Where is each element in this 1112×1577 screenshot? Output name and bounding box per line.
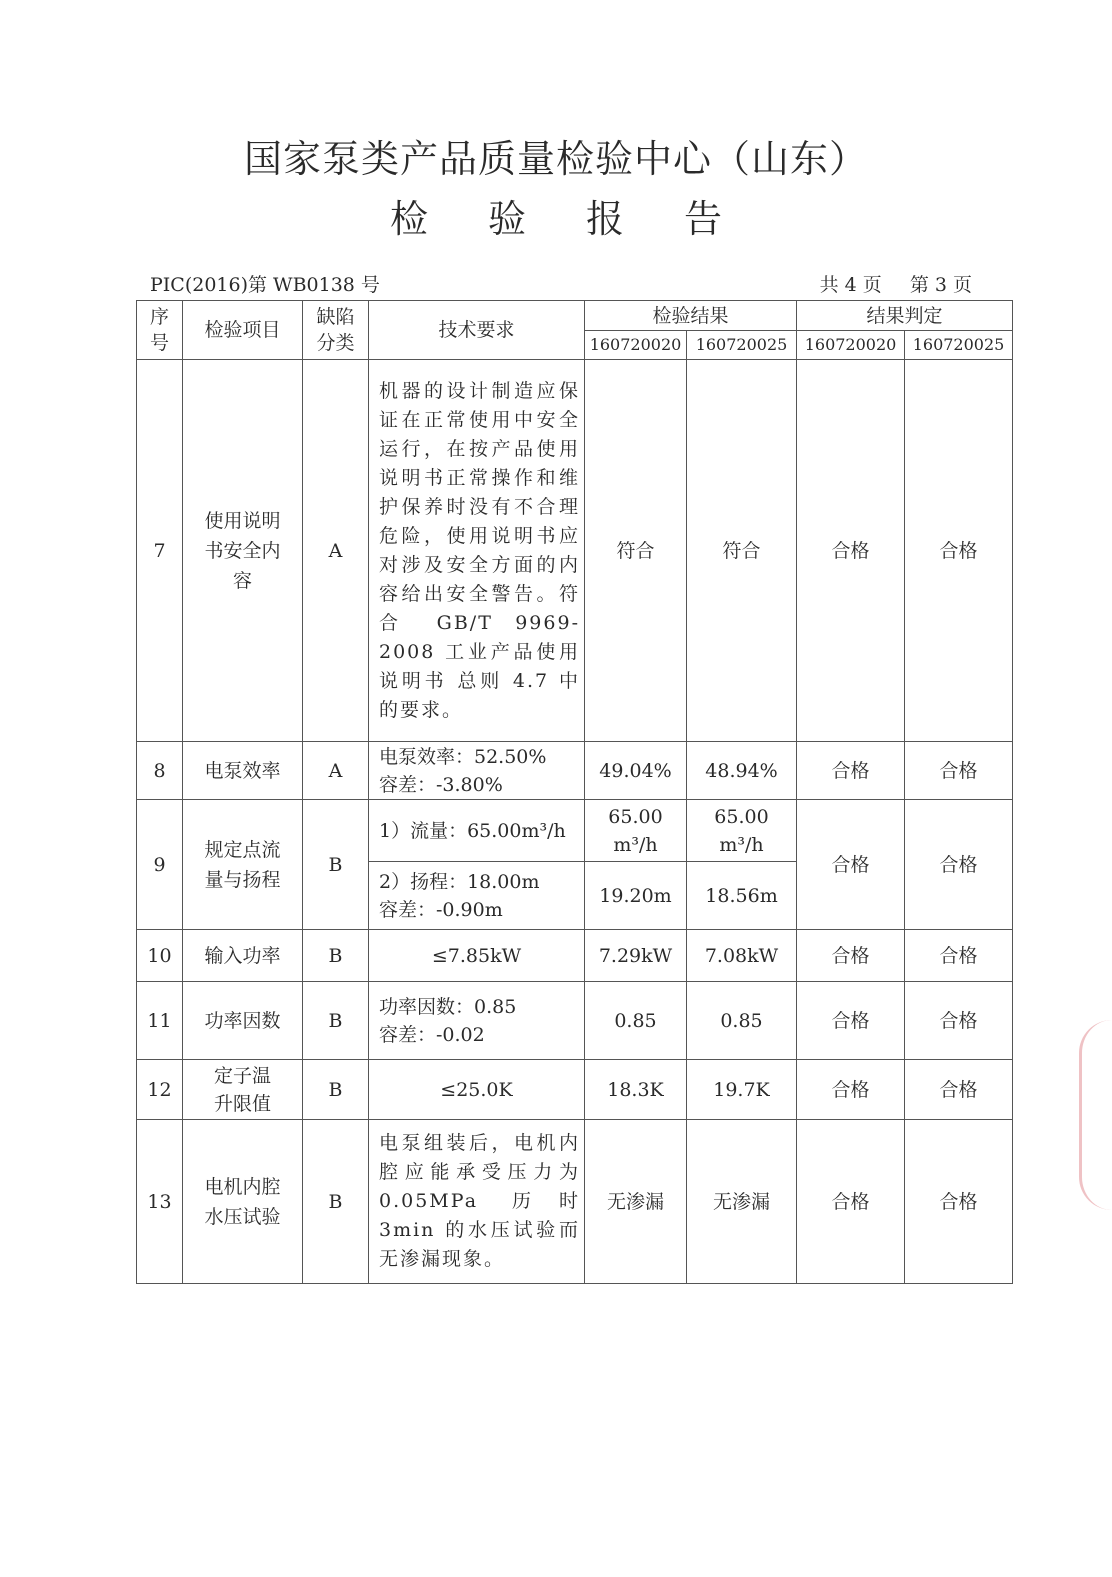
report-title-char: 检: [389, 197, 428, 241]
row-requirement: 功率因数：0.85 容差：-0.02: [369, 982, 585, 1060]
page-indicator: [798, 270, 972, 297]
row-result-1: 49.04%: [585, 742, 687, 800]
header-judgement: 结果判定: [797, 301, 1013, 331]
table-row: [137, 982, 1013, 1060]
row-item: 功率因数: [183, 982, 303, 1060]
row-judgement-2: 合格: [905, 1120, 1013, 1284]
row-judgement-1: 合格: [797, 982, 905, 1060]
center-title: 国家泵类产品质量检验中心（山东）: [243, 137, 868, 181]
report-title-char: 告: [684, 197, 723, 241]
row-requirement: ≤25.0K: [369, 1060, 585, 1120]
row-item: 电泵效率: [183, 742, 303, 800]
row-result-2: 无渗漏: [687, 1120, 797, 1284]
row-result-1: 7.29kW: [585, 930, 687, 982]
row-defect: B: [303, 982, 369, 1060]
row-item: 输入功率: [183, 930, 303, 982]
table-row: [137, 800, 1013, 862]
report-number: PIC(2016)第 WB0138 号: [150, 274, 380, 296]
row-result-2: 48.94%: [687, 742, 797, 800]
row-defect: B: [303, 1060, 369, 1120]
row-item: 规定点流量与扬程: [183, 800, 303, 930]
row-judgement-1: 合格: [797, 360, 905, 742]
row-judgement-1: 合格: [797, 930, 905, 982]
row-result-2: 18.56m: [687, 862, 797, 930]
header-no: 序号: [137, 301, 183, 360]
row-judgement-2: 合格: [905, 360, 1013, 742]
row-item: 定子温升限值: [183, 1060, 303, 1120]
row-defect: B: [303, 930, 369, 982]
current-page: 第 3 页: [909, 274, 972, 296]
total-pages: 共 4 页: [819, 274, 882, 296]
row-defect: A: [303, 742, 369, 800]
table-row: [137, 360, 1013, 742]
table-header-row: [137, 301, 1013, 331]
row-no: 9: [137, 800, 183, 930]
row-judgement-1: 合格: [797, 1120, 905, 1284]
row-result-1: 无渗漏: [585, 1120, 687, 1284]
row-requirement: 2）扬程：18.00m 容差：-0.90m: [369, 862, 585, 930]
header-results: 检验结果: [585, 301, 797, 331]
table-row: [137, 742, 1013, 800]
row-judgement-1: 合格: [797, 800, 905, 930]
report-title: [0, 188, 1112, 243]
row-judgement-2: 合格: [905, 800, 1013, 930]
row-no: 12: [137, 1060, 183, 1120]
row-result-2: 19.7K: [687, 1060, 797, 1120]
row-result-2: 0.85: [687, 982, 797, 1060]
table-row: [137, 1120, 1013, 1284]
header-sample-1: 160720020: [585, 331, 687, 360]
row-defect: B: [303, 1120, 369, 1284]
inspection-table: [136, 300, 1013, 1284]
row-item: 使用说明书安全内容: [183, 360, 303, 742]
row-no: 7: [137, 360, 183, 742]
stamp-mark: [1079, 1020, 1112, 1210]
row-judgement-2: 合格: [905, 1060, 1013, 1120]
table-row: [137, 1060, 1013, 1120]
row-defect: A: [303, 360, 369, 742]
table-row: [137, 930, 1013, 982]
header-sample-3: 160720020: [797, 331, 905, 360]
row-no: 8: [137, 742, 183, 800]
row-requirement: 机器的设计制造应保证在正常使用中安全运行，在按产品使用说明书正常操作和维护保养时没有不合理危险，使用说明书应对涉及安全方面的内容给出安全警告。符合 GB/T 9969-2008 工业产品使用说明书 总则 4.7 中的要求。: [369, 360, 585, 742]
row-judgement-2: 合格: [905, 930, 1013, 982]
row-result-2: 65.00 m³/h: [687, 800, 797, 862]
row-result-2: 符合: [687, 360, 797, 742]
row-no: 11: [137, 982, 183, 1060]
row-result-1: 19.20m: [585, 862, 687, 930]
row-judgement-1: 合格: [797, 1060, 905, 1120]
row-requirement: 电泵组装后，电机内腔应能承受压力为 0.05MPa 历时 3min 的水压试验而无渗漏现象。: [369, 1120, 585, 1284]
row-no: 13: [137, 1120, 183, 1284]
row-no: 10: [137, 930, 183, 982]
row-judgement-2: 合格: [905, 982, 1013, 1060]
header-sample-2: 160720025: [687, 331, 797, 360]
row-requirement: 1）流量：65.00m³/h: [369, 800, 585, 862]
report-title-char: 验: [487, 197, 526, 241]
row-judgement-1: 合格: [797, 742, 905, 800]
row-defect: B: [303, 800, 369, 930]
row-result-1: 18.3K: [585, 1060, 687, 1120]
header-item: 检验项目: [183, 301, 303, 360]
row-result-1: 0.85: [585, 982, 687, 1060]
header-requirement: 技术要求: [369, 301, 585, 360]
row-item: 电机内腔水压试验: [183, 1120, 303, 1284]
row-result-1: 65.00 m³/h: [585, 800, 687, 862]
row-result-1: 符合: [585, 360, 687, 742]
row-result-2: 7.08kW: [687, 930, 797, 982]
row-requirement: ≤7.85kW: [369, 930, 585, 982]
report-title-char: 报: [586, 197, 625, 241]
header-sample-4: 160720025: [905, 331, 1013, 360]
row-judgement-2: 合格: [905, 742, 1013, 800]
header-defect: 缺陷分类: [303, 301, 369, 360]
row-requirement: 电泵效率：52.50% 容差：-3.80%: [369, 742, 585, 800]
